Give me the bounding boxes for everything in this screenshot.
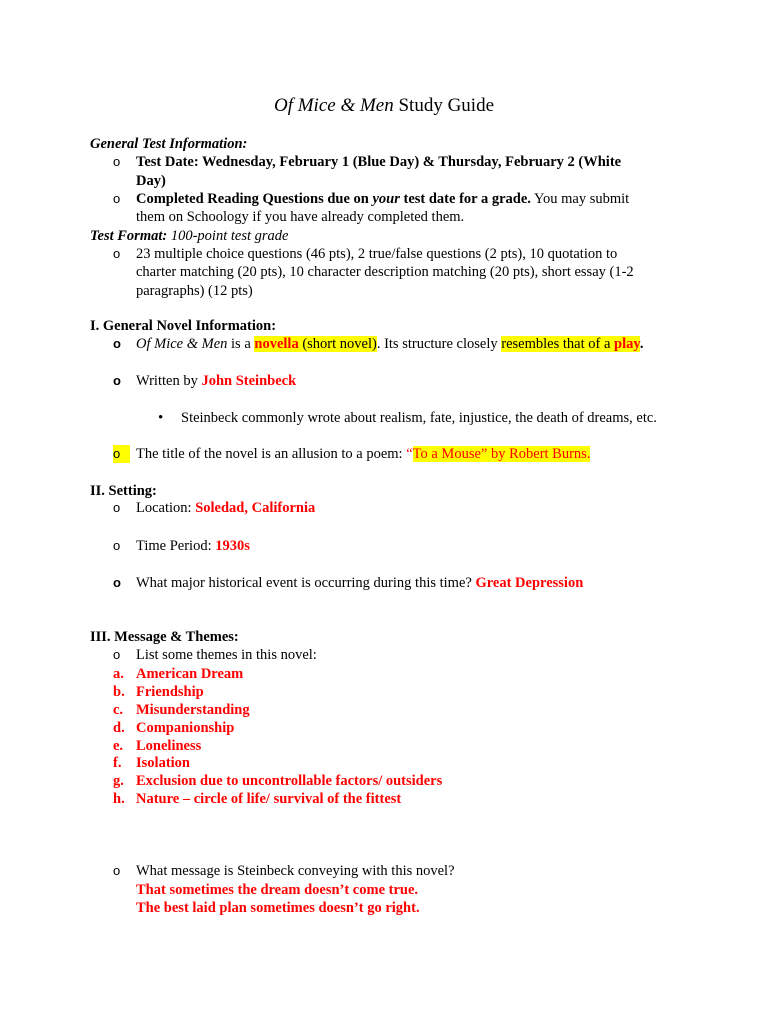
theme-item: American Dream [136, 666, 244, 682]
reading-line-1 [136, 190, 629, 208]
format-detail-line-2: charter matching (20 pts), 10 character description matching (20 pts), short essay (1-2 [136, 264, 634, 280]
location-answer: Soledad, California [195, 500, 316, 516]
theme-item: Companionship [136, 720, 235, 736]
author-line [136, 372, 296, 390]
reading-bold-italic: your [372, 191, 400, 207]
realism-line: Steinbeck commonly wrote about realism, fate, injustice, the death of dreams, etc. [181, 410, 657, 426]
format-detail-line-3: paragraphs) (12 pts) [136, 283, 253, 299]
theme-item: Isolation [136, 755, 190, 771]
list-marker: o [113, 154, 121, 169]
themes-prompt: List some themes in this novel: [136, 647, 317, 663]
message-answer-2: The best laid plan sometimes doesn’t go right. [136, 900, 420, 916]
theme-letter: h. [113, 791, 125, 807]
theme-letter: e. [113, 738, 124, 754]
reading-line-2: them on Schoology if you have already completed them. [136, 209, 465, 225]
title-rest: Study Guide [393, 95, 495, 116]
novella-definition: (short novel) [298, 336, 377, 352]
event-label: What major historical event is occurring during this time? [136, 575, 476, 591]
novella-answer: novella [254, 336, 299, 352]
allusion-open-quote: “ [406, 446, 413, 462]
location-label: Location: [136, 500, 196, 516]
list-marker: o [113, 647, 121, 662]
test-date-line-2: Day) [136, 173, 166, 189]
author-label: Written by [136, 373, 202, 389]
allusion-line [136, 445, 590, 463]
event-line [136, 574, 583, 592]
list-marker: o [113, 336, 121, 351]
theme-item: Misunderstanding [136, 702, 250, 718]
format-line [90, 227, 288, 245]
list-marker: o [113, 373, 121, 388]
test-date-line-1: Test Date: Wednesday, February 1 (Blue Day) & Thursday, February 2 (White [136, 154, 622, 170]
theme-letter: b. [113, 684, 125, 700]
format-value: 100-point test grade [167, 228, 289, 244]
general-heading: General Test Information: [90, 136, 248, 152]
list-marker: o [113, 500, 121, 515]
list-marker: o [113, 246, 121, 261]
theme-item: Nature – circle of life/ survival of the fittest [136, 791, 402, 807]
theme-letter: g. [113, 773, 124, 789]
theme-letter: f. [113, 755, 122, 771]
bullet-marker: • [158, 410, 164, 426]
play-answer: play [614, 336, 640, 352]
theme-letter: d. [113, 720, 125, 736]
list-marker: o [113, 575, 121, 590]
resembles-highlight: resembles that of a [501, 336, 615, 352]
novella-text-1: is a [227, 336, 255, 352]
allusion-answer: To a Mouse” by Robert Burns. [412, 446, 591, 462]
list-marker: o [113, 863, 121, 878]
author-answer: John Steinbeck [201, 373, 297, 389]
novella-text-2: . Its structure closely [376, 336, 502, 352]
reading-bold-1: Completed Reading Questions due on [136, 191, 373, 207]
novella-period: . [639, 336, 644, 352]
message-prompt: What message is Steinbeck conveying with this novel? [136, 863, 455, 879]
period-line [136, 537, 250, 555]
page-title [0, 94, 768, 118]
novel-heading: I. General Novel Information: [90, 318, 277, 334]
theme-item: Friendship [136, 684, 204, 700]
theme-letter: a. [113, 666, 124, 682]
message-answer-1: That sometimes the dream doesn’t come true. [136, 882, 419, 898]
title-italic: Of Mice & Men [273, 95, 394, 116]
theme-item: Exclusion due to uncontrollable factors/ outsiders [136, 773, 443, 789]
novella-line [136, 335, 643, 353]
novel-title: Of Mice & Men [136, 336, 228, 352]
reading-rest: You may submit [530, 191, 630, 207]
location-line [136, 499, 315, 517]
period-label: Time Period: [136, 538, 216, 554]
period-answer: 1930s [215, 538, 250, 554]
theme-letter: c. [113, 702, 124, 718]
list-marker: o [113, 445, 130, 463]
theme-item: Loneliness [136, 738, 202, 754]
list-marker: o [113, 191, 121, 206]
format-label: Test Format: [90, 228, 168, 244]
reading-bold-2: test date for a grade. [399, 191, 531, 207]
format-detail-line-1: 23 multiple choice questions (46 pts), 2 true/false questions (2 pts), 10 quotation to [136, 246, 618, 262]
event-answer: Great Depression [475, 575, 584, 591]
list-marker: o [113, 538, 121, 553]
setting-heading: II. Setting: [90, 483, 157, 499]
themes-heading: III. Message & Themes: [90, 629, 239, 645]
allusion-label: The title of the novel is an allusion to a poem: [136, 446, 407, 462]
